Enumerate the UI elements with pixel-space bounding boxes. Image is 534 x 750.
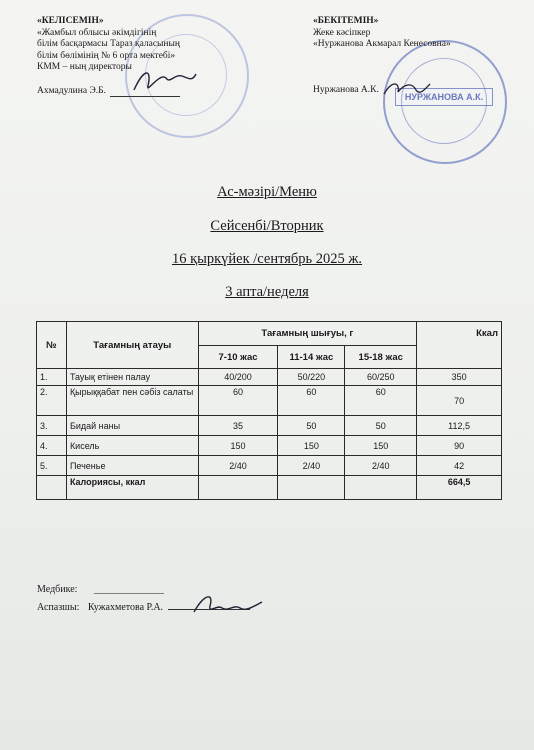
entrepreneur-signature xyxy=(382,76,432,100)
menu-week: 3 апта/неделя xyxy=(225,284,309,300)
row-dish: Қырыққабат пен сәбіз салаты xyxy=(66,386,198,416)
total-empty-cell xyxy=(198,476,278,500)
approval-line: «Нуржанова Акмарал Кенесовна» xyxy=(313,39,451,49)
total-kcal: 664,5 xyxy=(417,476,502,500)
header-kcal: Ккал xyxy=(417,322,502,369)
menu-title: Ас-мәзірі/Меню xyxy=(217,184,317,200)
agreement-line: білім бөлімінің № 6 орта мектебі» xyxy=(37,50,176,61)
row-dish: Бидай наны xyxy=(66,416,198,436)
nurse-label: Медбике: xyxy=(37,584,78,595)
row-value: 50 xyxy=(345,416,417,436)
row-value: 60 xyxy=(278,386,345,416)
menu-table xyxy=(36,321,502,500)
row-value: 50/220 xyxy=(278,369,345,386)
row-kcal: 70 xyxy=(417,386,502,416)
row-value: 2/40 xyxy=(278,456,345,476)
agreement-line: КММ – ның директоры xyxy=(37,62,132,72)
approval-line: Жеке кәсіпкер xyxy=(313,27,371,38)
agreement-signer: Ахмадулина Э.Б. xyxy=(37,85,106,96)
row-num: 3. xyxy=(37,416,67,436)
nurse-blank: ______________ xyxy=(93,584,164,595)
table-row xyxy=(37,416,502,436)
total-empty-cell xyxy=(278,476,345,500)
cook-name: Кужахметова Р.А. xyxy=(87,602,164,613)
approval-title: «БЕКІТЕМІН» xyxy=(313,16,379,26)
total-empty-cell xyxy=(345,476,417,500)
row-kcal: 42 xyxy=(417,456,502,476)
header-age-7-10: 7-10 жас xyxy=(198,346,278,369)
header-output: Тағамның шығуы, г xyxy=(198,322,417,346)
header-age-15-18: 15-18 жас xyxy=(345,346,417,369)
agreement-line: «Жамбыл облысы әкімдігінің xyxy=(37,27,157,38)
row-value: 35 xyxy=(198,416,278,436)
agreement-title: «КЕЛІСЕМІН» xyxy=(37,16,104,26)
row-value: 60 xyxy=(345,386,417,416)
cook-label: Аспазшы: xyxy=(37,602,80,613)
row-value: 2/40 xyxy=(345,456,417,476)
total-row xyxy=(37,476,502,500)
row-num: 5. xyxy=(37,456,67,476)
header-age-11-14: 11-14 жас xyxy=(278,346,345,369)
row-dish: Печенье xyxy=(66,456,198,476)
signature-line xyxy=(110,96,180,97)
table-row xyxy=(37,386,502,416)
row-num: 2. xyxy=(37,386,67,416)
row-kcal: 90 xyxy=(417,436,502,456)
table-row xyxy=(37,436,502,456)
row-value: 40/200 xyxy=(198,369,278,386)
header-dish-name: Тағамның атауы xyxy=(66,322,198,369)
row-value: 60/250 xyxy=(345,369,417,386)
stamp-name-box: НУРЖАНОВА А.К. xyxy=(395,88,493,106)
row-num: 1. xyxy=(37,369,67,386)
row-num: 4. xyxy=(37,436,67,456)
row-value: 60 xyxy=(198,386,278,416)
table-row xyxy=(37,456,502,476)
row-dish: Тауық етінен палау xyxy=(66,369,198,386)
director-signature xyxy=(130,64,200,96)
cook-signature xyxy=(188,590,268,620)
agreement-line: білім басқармасы Тараз қаласының xyxy=(37,39,180,49)
row-value: 150 xyxy=(198,436,278,456)
total-empty-cell xyxy=(37,476,67,500)
row-value: 2/40 xyxy=(198,456,278,476)
row-value: 50 xyxy=(278,416,345,436)
total-label: Калориясы, ккал xyxy=(66,476,198,500)
row-kcal: 350 xyxy=(417,369,502,386)
row-value: 150 xyxy=(345,436,417,456)
approval-signer: Нуржанова А.К. xyxy=(313,84,379,95)
row-kcal: 112,5 xyxy=(417,416,502,436)
menu-date: 16 қыркүйек /сентябрь 2025 ж. xyxy=(171,251,363,267)
table-row xyxy=(37,369,502,386)
row-value: 150 xyxy=(278,436,345,456)
nurse-row xyxy=(37,584,164,595)
menu-day: Сейсенбі/Вторник xyxy=(210,218,324,234)
header-num: № xyxy=(37,322,67,369)
row-dish: Кисель xyxy=(66,436,198,456)
